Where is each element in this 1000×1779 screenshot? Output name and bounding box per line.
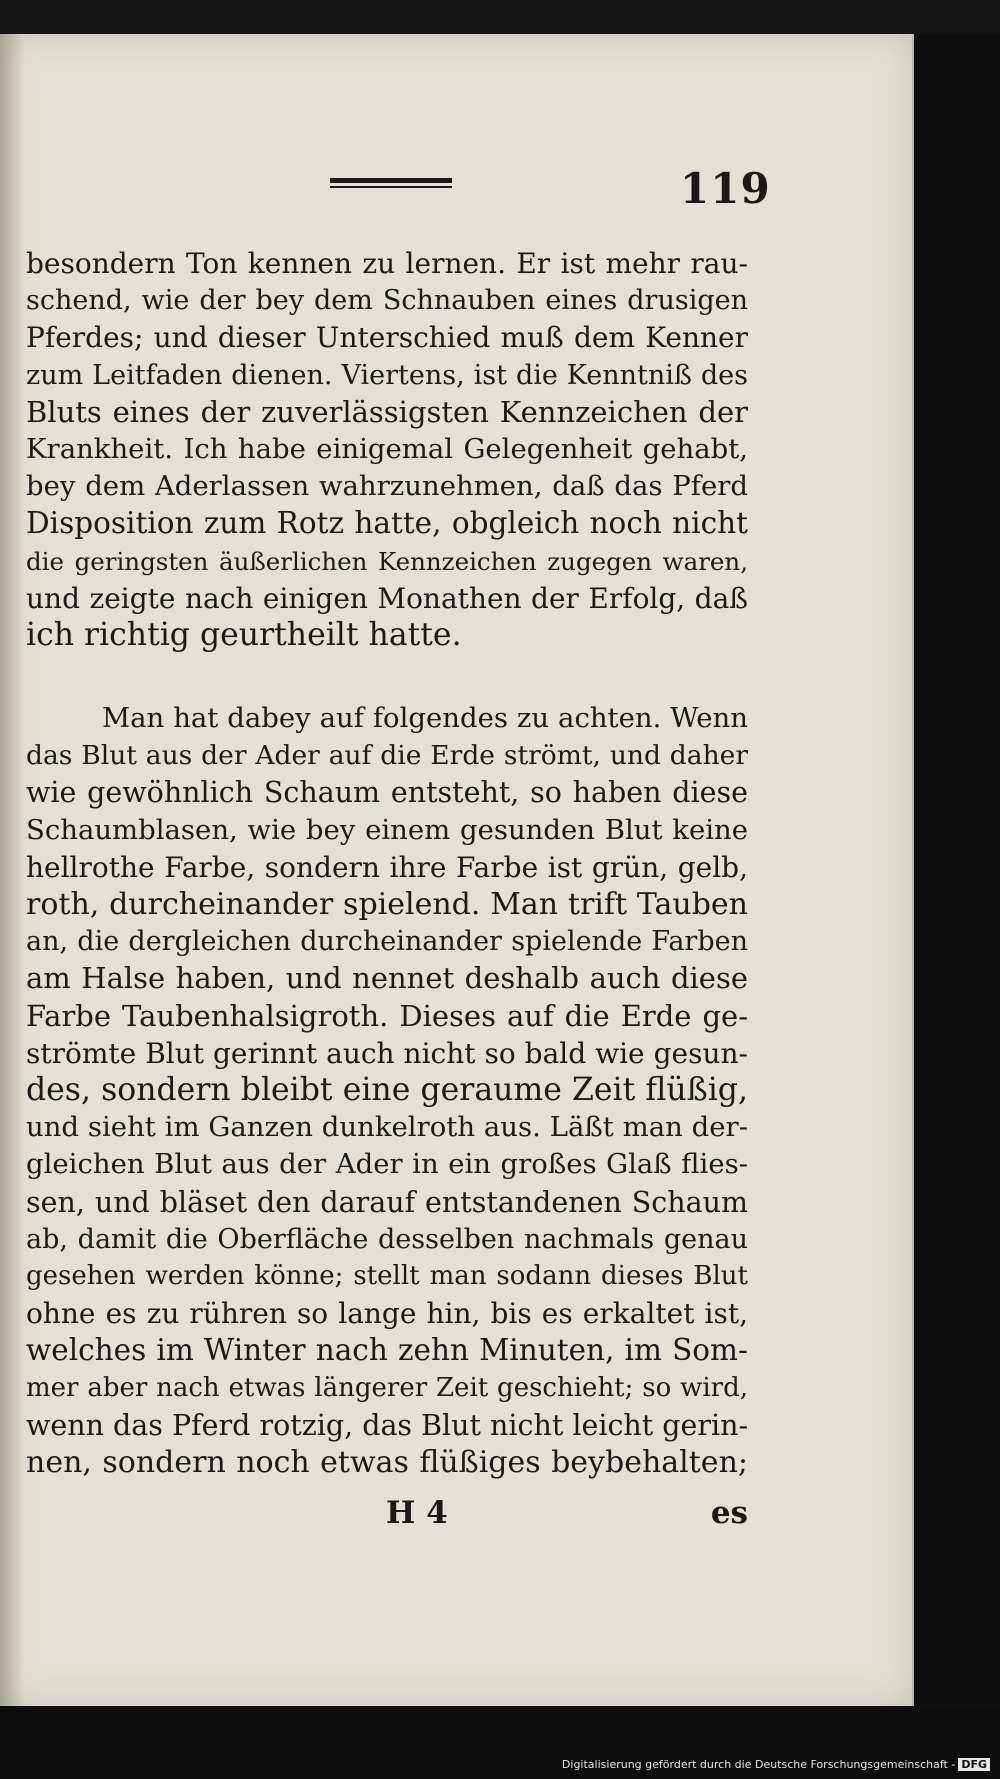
credit-text: Digitalisierung gefördert durch die Deutsche Forschungsgemeinschaft -	[561, 1758, 956, 1771]
text-line: roth, durcheinander spielend. Man trift Tauben	[26, 887, 748, 923]
text-line: das Blut aus der Ader auf die Erde strömt, und daher	[26, 740, 748, 772]
paragraph-1	[26, 245, 748, 654]
text-line: Man hat dabey auf folgendes zu achten. Wenn	[102, 702, 748, 734]
text-line: Pferdes; und dieser Unterschied muß dem Kenner	[26, 321, 748, 355]
text-line: wenn das Pferd rotzig, das Blut nicht leicht gerin-	[26, 1408, 749, 1442]
text-line: Disposition zum Rotz hatte, obgleich noch nicht	[26, 506, 748, 541]
text-line: strömte Blut gerinnt auch nicht so bald wie gesun-	[26, 1036, 748, 1070]
text-line: Schaumblasen, wie bey einem gesunden Blut keine	[26, 813, 748, 846]
text-line: zum Leitfaden dienen. Viertens, ist die Kenntniß des	[26, 359, 748, 391]
text-line: die geringsten äußerlichen Kennzeichen zugegen waren,	[26, 546, 748, 576]
header-rule	[330, 178, 452, 190]
signature-mark: H 4	[386, 1495, 448, 1531]
header-rule-thick	[330, 178, 452, 183]
text-line: Krankheit. Ich habe einigemal Gelegenheit gehabt,	[26, 433, 748, 466]
text-line: wie gewöhnlich Schaum entsteht, so haben diese	[26, 776, 748, 810]
text-line: besondern Ton kennen zu lernen. Er ist mehr rau-	[26, 247, 748, 280]
page-footer-line	[26, 1495, 748, 1535]
text-line: ohne es zu rühren so lange hin, bis es erkaltet ist,	[26, 1297, 748, 1331]
text-line: nen, sondern noch etwas flüßiges beybehalten;	[26, 1445, 748, 1481]
digitization-credit	[562, 1758, 990, 1771]
text-line: Bluts eines der zuverlässigsten Kennzeichen der	[26, 394, 748, 429]
text-line: des, sondern bleibt eine geraume Zeit flüßig,	[26, 1072, 748, 1109]
text-line: bey dem Aderlassen wahrzunehmen, daß das Pferd	[26, 470, 748, 503]
text-line: am Halse haben, und nennet deshalb auch diese	[26, 961, 748, 996]
text-line: an, die dergleichen durcheinander spielende Farben	[26, 926, 748, 958]
header-rule-thin	[330, 186, 452, 188]
text-line: sen, und bläset den darauf entstandenen Schaum	[26, 1185, 748, 1219]
text-line: welches im Winter nach zehn Minuten, im Som-	[26, 1333, 748, 1368]
text-line: hellrothe Farbe, sondern ihre Farbe ist grün, gelb,	[26, 850, 748, 884]
dfg-logo: DFG	[958, 1758, 990, 1771]
text-line: und sieht im Ganzen dunkelroth aus. Läßt man der-	[26, 1111, 748, 1144]
paragraph-2	[26, 700, 748, 1481]
text-line: und zeigte nach einigen Monathen der Erfolg, daß	[26, 581, 748, 615]
page-spine-shadow	[0, 34, 24, 1706]
text-line: gleichen Blut aus der Ader in ein großes Glaß flies-	[26, 1148, 748, 1181]
text-line: gesehen werden könne; stellt man sodann dieses Blut	[26, 1261, 748, 1292]
text-line: schend, wie der bey dem Schnauben eines drusigen	[26, 285, 748, 317]
text-line: Farbe Taubenhalsigroth. Dieses auf die Erde ge-	[26, 998, 748, 1033]
scan-top-border	[0, 0, 1000, 34]
text-line: mer aber nach etwas längerer Zeit geschieht; so wird,	[26, 1372, 748, 1403]
text-line: ich richtig geurtheilt hatte.	[26, 617, 462, 654]
page-number: 119	[680, 164, 771, 213]
text-line: ab, damit die Oberfläche desselben nachmals genau	[26, 1223, 748, 1255]
catchword: es	[710, 1495, 748, 1531]
